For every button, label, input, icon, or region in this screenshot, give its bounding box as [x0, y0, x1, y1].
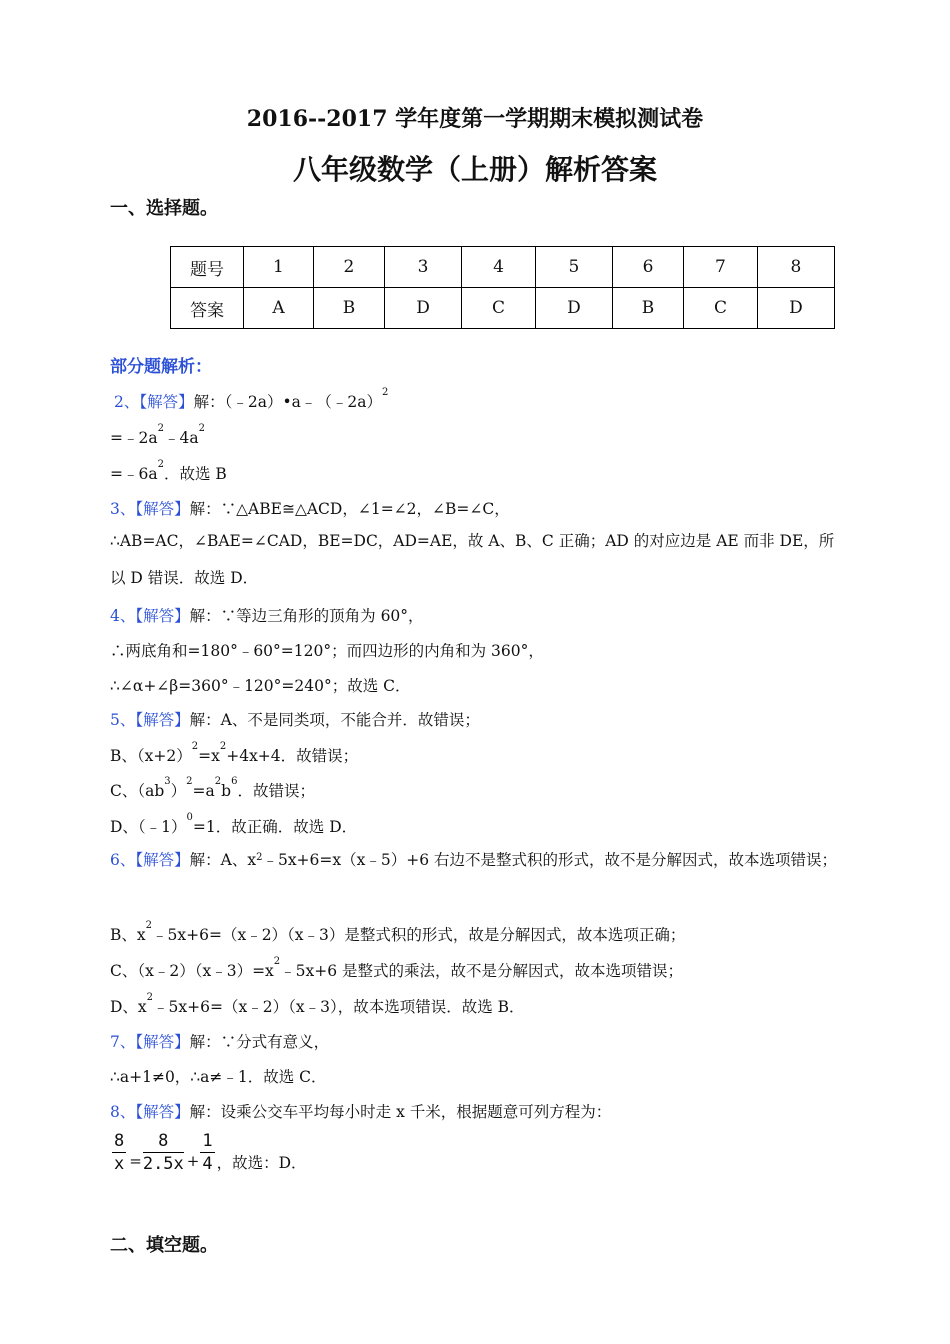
- superscript: 2: [273, 956, 281, 967]
- q2-line2: [110, 423, 840, 448]
- section-title-fill: 二、填空题。: [110, 1235, 218, 1256]
- q6-text: ﹣5x+6=x（x﹣5）+6 右边不是整式积的形式，故不是分解因式，故本选项错误；: [262, 851, 838, 869]
- q7-number: 7、: [110, 1033, 136, 1051]
- answer-tag: 【解答】: [135, 607, 190, 625]
- table-cell-number: 6: [612, 247, 683, 288]
- analysis-title: 部分题解析：: [110, 357, 212, 377]
- answer-tag: 【解答】: [135, 711, 190, 729]
- q2-text: ﹣4a: [163, 429, 199, 447]
- q6-line3: [110, 956, 840, 981]
- q6-text: 解：A、x: [189, 851, 257, 869]
- answer-tag: 【解答】: [135, 1033, 190, 1051]
- table-cell-number: 4: [462, 247, 536, 288]
- q5-text: B、（x+2）: [110, 747, 192, 765]
- q5-text: =1．故正确．故选 D．: [192, 818, 358, 836]
- table-row-numbers: [171, 247, 835, 288]
- superscript: 2: [219, 741, 227, 752]
- table-cell-answer: C: [684, 288, 758, 329]
- superscript: 6: [231, 776, 238, 787]
- q7-text: 解：∵分式有意义，: [189, 1033, 330, 1051]
- answer-tag: 【解答】: [135, 851, 190, 869]
- q6-text: ﹣5x+6 是整式的乘法，故不是分解因式，故本选项错误；: [280, 962, 684, 980]
- superscript: 3: [164, 776, 171, 787]
- fraction-numerator: 1: [202, 1131, 213, 1151]
- q6-line2: [110, 920, 840, 945]
- q6-text: B、x: [110, 926, 146, 944]
- q5-line4: [110, 812, 840, 837]
- table-cell-label: 题号: [171, 247, 244, 288]
- fraction: [143, 1130, 184, 1175]
- table-cell-answer: D: [535, 288, 612, 329]
- superscript: 2: [191, 741, 199, 752]
- q2-text: =﹣2a: [110, 429, 158, 447]
- q5-number: 5、: [110, 711, 136, 729]
- superscript: 2: [145, 920, 153, 931]
- table-cell-answer: D: [757, 288, 834, 329]
- table-cell-answer: B: [313, 288, 384, 329]
- answer-table: [170, 246, 835, 329]
- section-title-choice: 一、选择题。: [110, 198, 218, 219]
- table-cell-answer: D: [385, 288, 462, 329]
- q2-line1: [114, 387, 844, 412]
- q6-text: ﹣5x+6=（x﹣2）（x﹣3）是整式积的形式，故是分解因式，故本选项正确；: [152, 926, 686, 944]
- fraction: [112, 1130, 126, 1175]
- q4-text: 解：∵等边三角形的顶角为 60°，: [189, 607, 424, 625]
- table-cell-number: 5: [535, 247, 612, 288]
- superscript: 2: [157, 459, 164, 470]
- superscript: 2: [256, 852, 263, 863]
- q2-line3: [110, 459, 840, 484]
- q5-text: ．故错误；: [237, 782, 315, 800]
- document-title-line1: 2016--2017 学年度第一学期期末模拟测试卷: [246, 106, 704, 132]
- equals-sign: =: [129, 1151, 142, 1170]
- q7-line1: [110, 1030, 840, 1052]
- table-row-answers: [171, 288, 835, 329]
- table-cell-number: 1: [244, 247, 314, 288]
- q8-equation: [112, 1130, 842, 1175]
- q2-number: 2、: [114, 393, 140, 411]
- fraction-denominator: 2.5x: [142, 1154, 184, 1174]
- q4-line3: ∴∠α+∠β=360°﹣120°=240°；故选 C．: [110, 677, 411, 695]
- q8-text: ，故选：D．: [216, 1153, 307, 1172]
- q5-text: b: [221, 782, 232, 800]
- plus-sign: +: [186, 1151, 200, 1170]
- q6-line4: [110, 992, 840, 1017]
- table-cell-answer: A: [244, 288, 314, 329]
- fraction-denominator: x: [114, 1154, 125, 1174]
- q5-text: +4x+4．故错误；: [226, 747, 359, 765]
- superscript: 2: [146, 992, 154, 1003]
- q2-text: =﹣6a: [110, 465, 158, 483]
- q6-number: 6、: [110, 851, 136, 869]
- fraction: [200, 1130, 214, 1175]
- answer-tag: 【解答】: [139, 393, 194, 411]
- q2-text: ．故选 B: [163, 465, 227, 483]
- q6-line1: [110, 842, 840, 879]
- q5-text: C、（ab: [110, 782, 165, 800]
- table-cell-answer: C: [462, 288, 536, 329]
- superscript: 0: [186, 812, 193, 823]
- superscript: 2: [381, 387, 389, 398]
- q2-text: 解：（﹣2a）•a﹣（﹣2a）: [193, 393, 382, 411]
- q8-text: 解：设乘公交车平均每小时走 x 千米，根据题意可列方程为：: [189, 1103, 612, 1121]
- table-cell-number: 2: [313, 247, 384, 288]
- table-cell-answer: B: [612, 288, 683, 329]
- fraction-numerator: 8: [143, 1130, 184, 1153]
- q3-number: 3、: [110, 500, 136, 518]
- q5-text: =a: [192, 782, 215, 800]
- q8-number: 8、: [110, 1103, 136, 1121]
- q4-number: 4、: [110, 607, 136, 625]
- q8-line1: [110, 1100, 840, 1122]
- q5-line1: [110, 708, 840, 730]
- document-title-line2: 八年级数学（上册）解析答案: [292, 153, 657, 186]
- table-cell-number: 8: [757, 247, 834, 288]
- q3-line2: ∴AB=AC，∠BAE=∠CAD，BE=DC，AD=AE，故 A、B、C 正确；AD 的对应边是 AE 而非 DE，所以 D 错误．故选 D．: [110, 532, 835, 587]
- q6-text: ﹣5x+6=（x﹣2）（x﹣3），故本选项错误．故选 B．: [153, 998, 525, 1016]
- superscript: 2: [186, 776, 193, 787]
- q7-line2: ∴a+1≠0，∴a≠﹣1．故选 C．: [110, 1068, 327, 1086]
- superscript: 2: [157, 423, 164, 434]
- superscript: 2: [214, 776, 222, 787]
- q3-line1: [110, 497, 840, 519]
- q4-line1: [110, 604, 840, 626]
- q4-line2: ∴两底角和=180°﹣60°=120°；而四边形的内角和为 360°，: [110, 642, 544, 660]
- fraction-numerator: 8: [114, 1131, 125, 1151]
- answer-tag: 【解答】: [135, 1103, 190, 1121]
- fraction-denominator: 4: [202, 1154, 213, 1174]
- q5-text: 解：A、不是同类项，不能合并．故错误；: [189, 711, 480, 729]
- q6-text: C、（x﹣2）（x﹣3）=x: [110, 962, 274, 980]
- table-cell-label: 答案: [171, 288, 244, 329]
- table-cell-number: 7: [684, 247, 758, 288]
- q5-text: D、（﹣1）: [110, 818, 187, 836]
- q5-text: ）: [170, 782, 187, 800]
- q5-text: =x: [198, 747, 220, 765]
- superscript: 2: [198, 423, 205, 434]
- q3-text: 解：∵△ABE≅△ACD，∠1=∠2，∠B=∠C，: [189, 500, 510, 518]
- q6-text: D、x: [110, 998, 147, 1016]
- q5-line2: [110, 741, 840, 766]
- table-cell-number: 3: [385, 247, 462, 288]
- q5-line3: [110, 776, 840, 801]
- answer-tag: 【解答】: [135, 500, 190, 518]
